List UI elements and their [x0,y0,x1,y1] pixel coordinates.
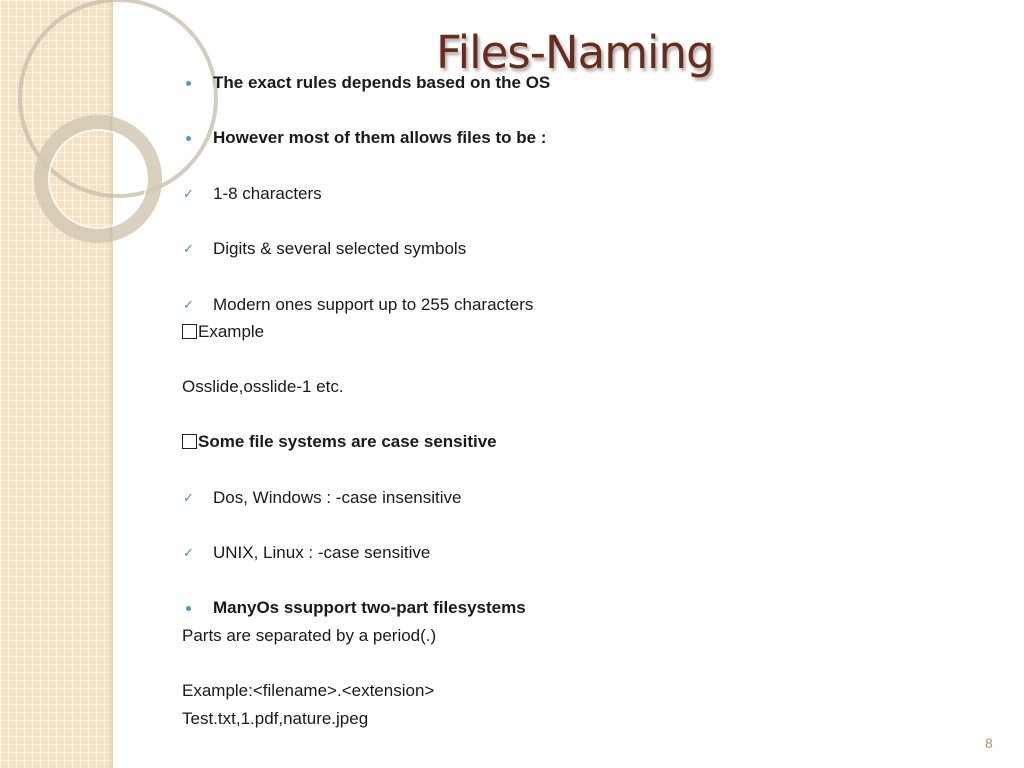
slide-line: UNIX, Linux : -case sensitive [213,543,431,562]
page-number: 8 [985,735,993,751]
bullet-dot-icon [186,81,191,86]
slide-line: Osslide,osslide-1 etc. [182,377,344,396]
slide-line: The exact rules depends based on the OS [213,73,551,92]
slide-line: Example:<filename>.<extension> [182,681,435,700]
checkmark-icon: ✓ [183,490,194,505]
slide-line: Parts are separated by a period(.) [182,626,437,645]
checkmark-icon: ✓ [183,545,194,560]
slide-line-example [182,322,264,342]
bullet-dot-icon [186,606,191,611]
slide-line: ManyOs ssupport two-part filesystems [213,598,526,617]
bullet-dot-icon [186,136,191,141]
slide-line: 1-8 characters [213,184,322,203]
checkbox-square-icon [182,324,197,339]
slide-line-text: Some file systems are case sensitive [198,432,497,451]
slide-line: Digits & several selected symbols [213,239,467,258]
checkmark-icon: ✓ [183,241,194,256]
checkmark-icon: ✓ [183,186,194,201]
slide-line: Test.txt,1.pdf,nature.jpeg [182,709,369,728]
slide-line-text: Example [198,322,265,341]
slide-line: Modern ones support up to 255 characters [213,295,534,314]
slide-title: Files-Naming [436,26,714,79]
checkmark-icon: ✓ [183,297,194,312]
checkbox-square-icon [182,434,197,449]
slide-line: However most of them allows files to be : [213,128,547,147]
slide-line-case-sensitive [182,432,497,452]
slide-line: Dos, Windows : -case insensitive [213,488,462,507]
